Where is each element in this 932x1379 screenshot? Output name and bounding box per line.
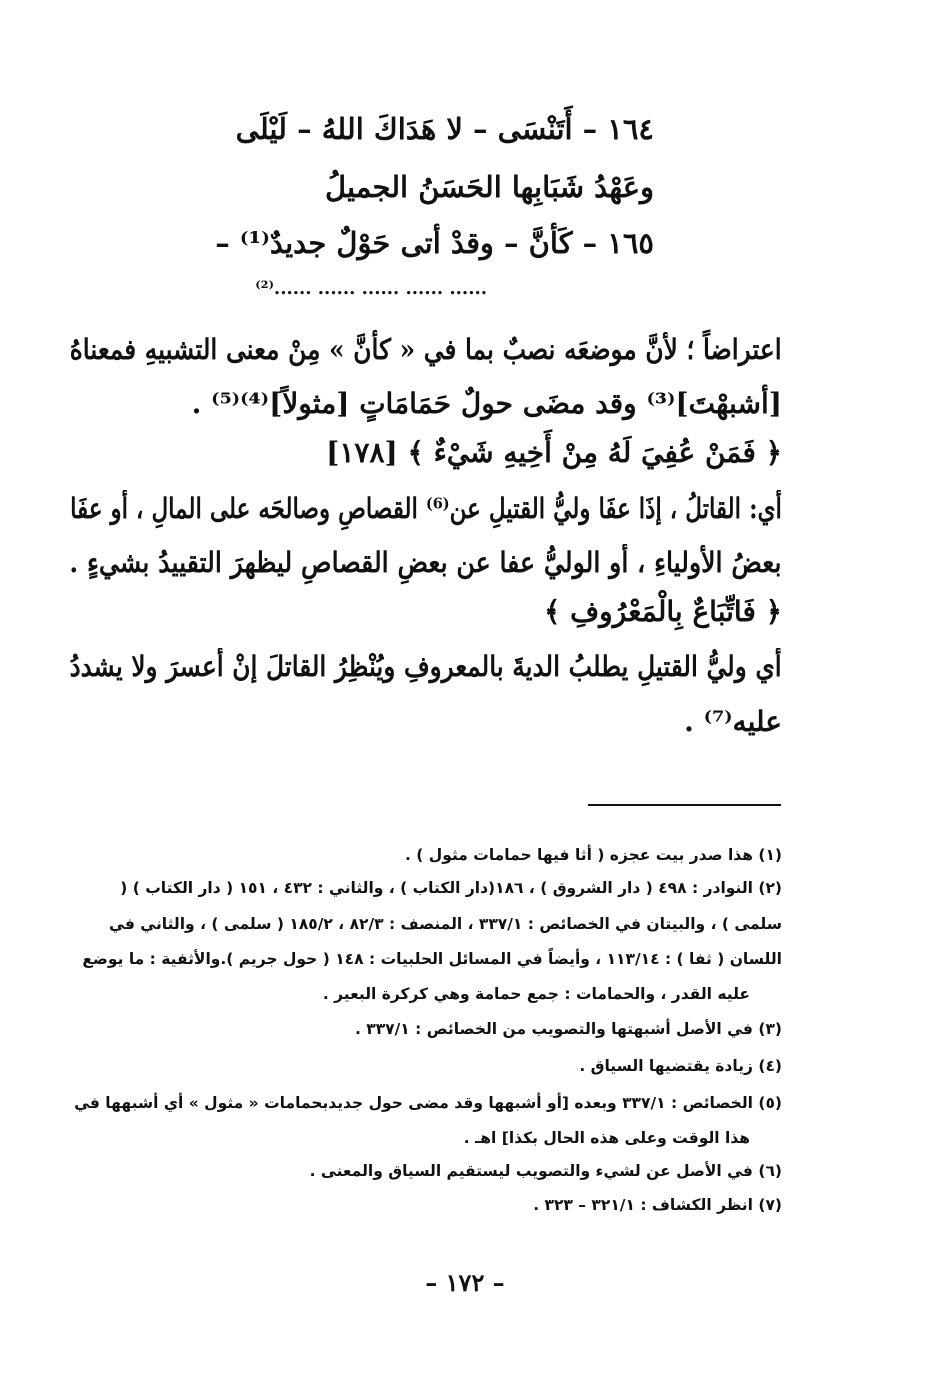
- footnote-1: (١) هذا صدر بيت عجزه ( أثا فيها حمامات مثول ) .: [405, 846, 782, 864]
- verse-165-second-hemistich: ...... ...... ...... ...... ......⁽²⁾: [255, 278, 487, 299]
- page-number: – ١٧٢ –: [425, 1268, 505, 1297]
- footnote-6: (٦) في الأصل عن لشيء والتصويب ليستقيم السياق والمعنى .: [309, 1162, 782, 1180]
- footnote-2: (٢) النوادر : ٤٩٨ ( دار الشروق ) ، ١٨٦(دار الكتاب ) ، والثاني : ٤٣٢ ، ١٥١ ( دار الكتاب ) (: [120, 879, 782, 897]
- commentary-line: [أشبهْتَ]⁽³⁾ وقد مضَى حولٌ حَمَامَاتٍ [مثولاً]⁽⁴⁾⁽⁵⁾ .: [191, 387, 782, 420]
- verse-164-first-hemistich: ١٦٤ – أَتَنْسَى – لا هَدَاكَ اللهُ – لَيْلَى: [235, 112, 654, 146]
- footnote-5: (٥) الخصائص : ٣٣٧/١ وبعده [أو أشبهها وقد مضى حول جديدبحمامات « مثول » أي أشبهها في: [74, 1094, 782, 1112]
- commentary-line: أي وليُّ القتيلِ يطلبُ الديةَ بالمعروفِ ويُنْظِرُ القاتلَ إنْ أعسرَ ولا يشددُ: [69, 650, 782, 683]
- footnote-2-continuation: سلمى ) ، والبيتان في الخصائص : ٣٣٧/١ ، المنصف : ٨٢/٣ ، ١٨٥/٢ ( سلمى ) ، والثاني في: [109, 915, 782, 933]
- footnote-3: (٣) في الأصل أشبهتها والتصويب من الخصائص : ٣٣٧/١ .: [354, 1020, 782, 1038]
- commentary-line: أي: القاتلُ ، إذَا عفَا وليُّ القتيلِ عن⁽⁶⁾ القصاصِ وصالحَه على المالِ ، أو عفَا: [70, 492, 782, 525]
- commentary-line: عليه⁽⁷⁾ .: [684, 705, 782, 738]
- commentary-line: اعتراضاً ؛ لأنَّ موضعَه نصبٌ بما في « كأنَّ » مِنْ معنى التشبيهِ فمعناهُ: [70, 333, 782, 366]
- commentary-line: بعضُ الأولياءِ ، أو الوليُّ عفا عن بعضِ القصاصِ ليظهرَ التقييدُ بشيءٍ .: [69, 546, 782, 579]
- verse-164-second-hemistich: وعَهْدُ شَبَابِها الحَسَنُ الجميلُ: [325, 170, 654, 204]
- footnote-5-continuation: هذا الوقت وعلى هذه الحال بكذا] اهـ .: [463, 1129, 750, 1147]
- footnote-2-continuation: اللسان ( ثفا ) : ١١٣/١٤ ، وأيضاً في المسائل الحلبيات : ١٤٨ ( حول جريم ).والأثفية : ما يوضع: [82, 950, 782, 968]
- quran-quote: ﴿ فَمَنْ عُفِيَ لَهُ مِنْ أَخِيهِ شَيْءٌ ﴾ [١٧٨]: [326, 436, 782, 469]
- verse-165-first-hemistich: ١٦٥ – كَأنَّ – وقدْ أتى حَوْلٌ جديدٌ⁽¹⁾ –: [215, 226, 654, 260]
- footnote-4: (٤) زيادة يقتضيها السياق .: [579, 1057, 782, 1075]
- quran-quote: ﴿ فَاتِّبَاعٌ بِالْمَعْرُوفِ ﴾: [544, 595, 782, 628]
- footnote-7: (٧) انظر الكشاف : ٣٢١/١ – ٣٢٣ .: [533, 1196, 782, 1214]
- footnote-separator: [588, 804, 781, 806]
- footnote-2-continuation: عليه القدر ، والحمامات : جمع حمامة وهي كركرة البعير .: [322, 985, 750, 1003]
